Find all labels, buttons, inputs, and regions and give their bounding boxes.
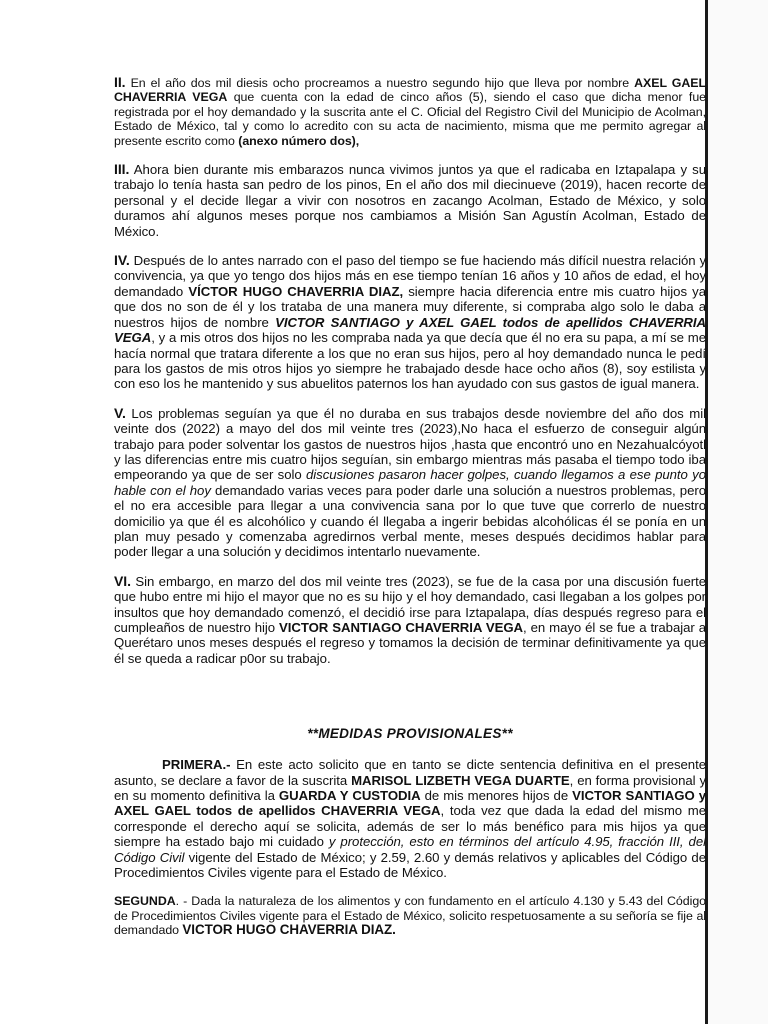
custody-term: GUARDA Y CUSTODIA [278,788,421,804]
section-title: **MEDIDAS PROVISIONALES** [307,726,513,742]
paragraph-text: que cuenta con la edad de cinco años (5), siendo el caso que dicha menor fue registrada por el hoy demandado y la suscrita ante el C. Oficial del Registro Civil del Municipio de Acolman, Estado de México, tal y como lo acredito con su acta de nacimiento, misma que me permito agregar al presente escrito como [114,90,706,148]
paragraph-iii [114,162,706,239]
child-name: AXEL GAEL CHAVERRIA VEGA [114,76,707,105]
scan-margin [708,0,768,1024]
measure-label: SEGUNDA [114,894,176,909]
measure-label: PRIMERA.- [162,757,231,773]
paragraph-number: III. [114,161,130,178]
paragraph-text: , y a mis otros dos hijos no les compraba nada ya que decía que él no era su papa, a mí se me hacía normal que tratara diferente a los que no eran sus hijos, pero al hoy demandado nunca le pedí para los gastos de mis otros hijos yo siempre he trabajado desde hace ocho años (8), soy estilista y con eso los he mantenido y sus abuelitos paternos los han ayudado con sus gastos de igual manera. [114,330,706,392]
paragraph-text: En el año dos mil diesis ocho procreamos a nuestro segundo hijo que lleva por nombre [125,76,635,90]
annex-reference: (anexo número dos), [238,133,360,148]
paragraph-text: siempre hacia diferencia entre mis cuatro hijos ya que dos no son de él y los trataba de una manera muy diferente, si compraba algo solo le daba a nuestros hijos de nombre [114,283,706,330]
paragraph-text: Después de lo antes narrado con el paso del tiempo se fue haciendo más difícil nuestra relación y convivencia, ya que yo tengo dos hijos más en ese tiempo tenían 16 años y 10 años de edad, el hoy demandado [114,253,706,299]
paragraph-text: En este acto solicito que en tanto se dicte sentencia definitiva en el presente asunto, se declare a favor de la suscrita [114,757,706,788]
defendant-name: VICTOR HUGO CHAVERRIA DIAZ. [182,922,396,938]
paragraph-number: V. [114,404,126,421]
paragraph-number: IV. [114,252,130,269]
paragraph-text: demandado varias veces para poder darle una solución a nuestros problemas, pero el no era accesible para llegar a una convivencia sana por lo que tuve que correrlo de nuestro domicilio ya que él es alcohólico y cuando él llegaba a ingerir bebidas alcohólicas él se ponía en un plan muy pesado y comenzaba agredirnos verbal mente, meses después decidimos hablar para poder llegar a una solución y decidimos intentarlo nuevamente. [114,482,706,560]
paragraph-v [114,406,706,560]
document-body [114,75,706,952]
paragraph-text: , en mayo él se fue a trabajar a Querétaro unos meses después el regreso y tomamos la decisión de terminar definitivamente ya que él se queda a radicar p0or su trabajo. [114,620,707,666]
children-names: VICTOR SANTIAGO y AXEL GAEL todos de apellidos CHAVERRIA VEGA [114,788,706,819]
paragraph-text: Ahora bien durante mis embarazos nunca vivimos juntos ya que el radicaba en Iztapalapa y su trabajo lo tenía hasta san pedro de los pinos, En el año dos mil diecinueve (2019), hacen recorte de personal y el decide llegar a vivir con nosotros en zacango Acolman, Estado de México, y solo duramos ahí algunos meses porque nos cambiamos a Misión San Agustín Acolman, Estado de México. [114,162,706,239]
defendant-name: VÍCTOR HUGO CHAVERRIA DIAZ, [188,283,404,299]
paragraph-text: , toda vez que dada la edad del mismo me corresponde el derecho aquí se solicita, además de ser lo más benéfico para mis hijos ya que siempre ha estado bajo mi cuidado [114,803,707,850]
plaintiff-name: MARISOL LIZBETH VEGA DUARTE [351,772,570,788]
italic-text: y protección, esto en términos del artículo 4.95, fracción III, del Código Civil [114,834,706,865]
paragraph-ii [114,75,706,148]
paragraph-iv [114,253,706,392]
paragraph-number: VI. [114,572,131,589]
child-name: VICTOR SANTIAGO CHAVERRIA VEGA [279,620,524,635]
paragraph-vi [114,574,706,666]
italic-text: discusiones pasaron hacer golpes, cuando llegamos a ese punto yo hable con el hoy [114,467,706,498]
paragraph-text: vigente del Estado de México; y 2.59, 2.60 y demás relativos y aplicables del Código de Procedimientos Civiles vigente para el Estado de México. [114,849,706,881]
paragraph-number: II. [114,74,126,90]
paragraph-text: . - Dada la naturaleza de los alimentos y con fundamento en el artículo 4.130 y 5.43 del Código de Procedimientos Civiles vigente para el Estado de México, solicito respetuosamente a su señoría se fije al demandado [114,894,706,938]
paragraph-primera [114,757,706,880]
paragraph-text: de mis menores hijos de [420,788,573,804]
paragraph-segunda [114,894,706,937]
paragraph-text: , en forma provisional y en su momento definitiva la [114,772,706,804]
children-names: VICTOR SANTIAGO y AXEL GAEL todos de apellidos CHAVERRIA VEGA [114,314,706,346]
paragraph-text: Los problemas seguían ya que él no duraba en sus trabajos desde noviembre del año dos mil veinte dos (2022) a mayo del dos mil veinte tres (2023),No haca el esfuerzo de conseguir algún trabajo para poder solventar los gastos de nuestros hijos ,hasta que encontró uno en Nezahualcóyotl y las diferencias entre mis cuatro hijos seguían, sin embargo mientras más pasaba el tiempo todo iba empeorando ya que de ser solo [114,405,706,483]
paragraph-text: Sin embargo, en marzo del dos mil veinte tres (2023), se fue de la casa por una discusión fuerte que hubo entre mi hijo el mayor que no es su hijo y el hoy demandado, casi llegaban a los golpes por insultos que hoy demandado comenzó, el decidió irse para Iztapalapa, días después regreso para el cumpleaños de nuestro hijo [114,573,706,635]
